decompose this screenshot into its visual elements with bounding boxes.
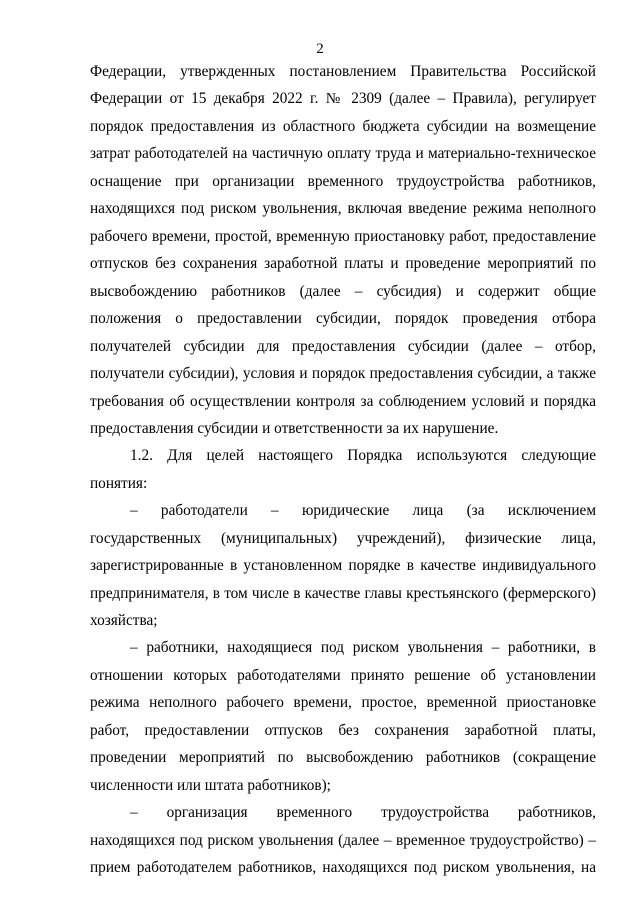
- paragraph-line: порядок предоставления из областного бюджета субсидии на возмещение: [90, 118, 596, 135]
- definition-line: – работодатели – юридические лица (за исключением: [130, 502, 596, 519]
- section-heading-line: 1.2. Для целей настоящего Порядка используются следующие: [130, 447, 596, 464]
- paragraph-line: отношении которых работодателями принято решение об установлении: [90, 667, 596, 684]
- paragraph-line: проведении мероприятий по высвобождению работников (сокращение: [90, 749, 596, 766]
- paragraph-line: высвобождению работников (далее – субсидия) и содержит общие: [90, 283, 596, 300]
- paragraph-line: предоставления субсидии и ответственности за их нарушение.: [90, 420, 499, 437]
- paragraph-line: численности или штата работников);: [90, 777, 331, 794]
- paragraph-line: рабочего времени, простой, временную приостановку работ, предоставление: [90, 228, 596, 245]
- paragraph-line: отпусков без сохранения заработной платы и проведение мероприятий по: [90, 255, 596, 272]
- paragraph-line: оснащение при организации временного трудоустройства работников,: [90, 173, 596, 190]
- definition-line: – организация временного трудоустройства работников,: [130, 804, 596, 821]
- paragraph-line: находящихся под риском увольнения (далее – временное трудоустройство) –: [90, 832, 596, 849]
- paragraph-line: получатели субсидии), условия и порядок предоставления субсидии, а также: [90, 365, 596, 382]
- paragraph-line: предпринимателя, в том числе в качестве главы крестьянского (фермерского): [90, 585, 596, 602]
- paragraph-line: понятия:: [90, 475, 148, 492]
- page-number: 2: [316, 41, 324, 57]
- paragraph-line: работ, предоставлении отпусков без сохранения заработной платы,: [90, 722, 596, 739]
- paragraph-line: Федерации, утвержденных постановлением Правительства Российской: [90, 63, 596, 80]
- paragraph-line: затрат работодателей на частичную оплату труда и материально-техническое: [90, 145, 596, 162]
- paragraph-line: Федерации от 15 декабря 2022 г. № 2309 (далее – Правила), регулирует: [90, 90, 596, 107]
- paragraph-line: прием работодателем работников, находящихся под риском увольнения, на: [90, 859, 596, 876]
- paragraph-line: хозяйства;: [90, 612, 158, 629]
- paragraph-line: требования об осуществлении контроля за соблюдением условий и порядка: [90, 393, 596, 410]
- paragraph-line: находящихся под риском увольнения, включая введение режима неполного: [90, 200, 596, 217]
- paragraph-line: получателей субсидии для предоставления субсидии (далее – отбор,: [90, 338, 596, 355]
- definition-line: – работники, находящиеся под риском увольнения – работники, в: [130, 639, 596, 656]
- paragraph-line: государственных (муниципальных) учреждений), физические лица,: [90, 530, 596, 547]
- paragraph-line: режима неполного рабочего времени, простое, временной приостановке: [90, 694, 596, 711]
- paragraph-line: положения о предоставлении субсидии, порядок проведения отбора: [90, 310, 596, 327]
- paragraph-line: зарегистрированные в установленном порядке в качестве индивидуального: [90, 557, 596, 574]
